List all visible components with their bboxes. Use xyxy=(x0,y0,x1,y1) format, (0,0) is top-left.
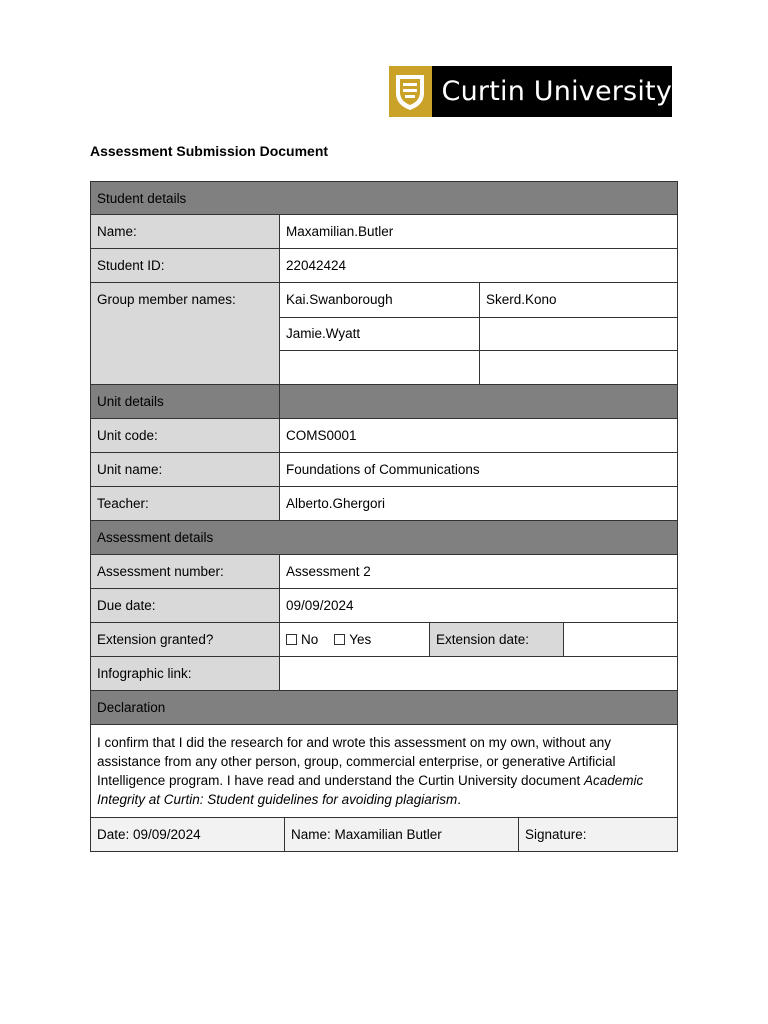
extension-options xyxy=(279,623,429,656)
teacher-field[interactable]: Alberto.Ghergori xyxy=(279,487,677,520)
extension-label: Extension granted? xyxy=(91,623,279,656)
option-no[interactable] xyxy=(286,632,318,647)
due-date-label: Due date: xyxy=(91,589,279,622)
signature-field[interactable]: Signature: xyxy=(518,818,677,851)
declaration-doc-title: Academic Integrity at Curtin: Student guidelines for avoiding plagiarism xyxy=(97,773,644,807)
group-member-field[interactable]: Skerd.Kono xyxy=(479,283,678,317)
section-heading: Assessment details xyxy=(91,521,677,554)
page-title: Assessment Submission Document xyxy=(90,143,329,159)
due-date-field[interactable]: 09/09/2024 xyxy=(279,589,677,622)
name-row xyxy=(90,215,678,249)
infographic-field[interactable] xyxy=(279,657,677,690)
student-id-label: Student ID: xyxy=(91,249,279,282)
signer-name-field[interactable]: Name: Maxamilian Butler xyxy=(284,818,518,851)
group-member-field[interactable]: Jamie.Wyatt xyxy=(286,326,361,342)
extension-date-field[interactable] xyxy=(563,623,677,656)
section-heading: Student details xyxy=(91,182,677,214)
student-details-header xyxy=(90,181,678,215)
assessment-number-row xyxy=(90,555,678,589)
unit-name-field[interactable]: Foundations of Communications xyxy=(279,453,677,486)
group-member-field[interactable] xyxy=(479,351,678,384)
unit-details-header xyxy=(90,385,678,419)
unit-code-row xyxy=(90,419,678,453)
group-member-field[interactable] xyxy=(280,351,479,384)
group-members-row xyxy=(90,283,678,385)
declaration-end: . xyxy=(457,792,461,807)
extension-row xyxy=(90,623,678,657)
assessment-number-field[interactable]: Assessment 2 xyxy=(279,555,677,588)
crest-icon xyxy=(389,66,432,117)
option-yes[interactable] xyxy=(334,632,371,647)
infographic-label: Infographic link: xyxy=(91,657,279,690)
unit-name-label: Unit name: xyxy=(91,453,279,486)
name-label: Name: xyxy=(91,215,279,248)
unit-code-field[interactable]: COMS0001 xyxy=(279,419,677,452)
name-field[interactable]: Maxamilian.Butler xyxy=(279,215,677,248)
curtin-logo xyxy=(389,66,672,117)
teacher-label: Teacher: xyxy=(91,487,279,520)
group-member-field[interactable]: Kai.Swanborough xyxy=(286,292,393,308)
logo-text: Curtin University xyxy=(441,76,672,107)
unit-name-row xyxy=(90,453,678,487)
date-field[interactable]: Date: 09/09/2024 xyxy=(91,818,284,851)
student-id-field[interactable]: 22042424 xyxy=(279,249,677,282)
group-members-grid xyxy=(279,283,678,384)
assessment-details-header xyxy=(90,521,678,555)
group-members-label: Group member names: xyxy=(91,283,279,384)
checkbox-icon[interactable] xyxy=(286,634,297,645)
submission-form xyxy=(90,181,678,852)
assessment-number-label: Assessment number: xyxy=(91,555,279,588)
section-heading: Unit details xyxy=(91,385,279,418)
declaration-body: I confirm that I did the research for and wrote this assessment on my own, without any assistance from any other person, group, commercial enterprise, or generative Artificial Intelligence program. I have read and understand the Curtin University document xyxy=(97,735,616,788)
group-member-field[interactable] xyxy=(479,318,678,351)
unit-code-label: Unit code: xyxy=(91,419,279,452)
teacher-row xyxy=(90,487,678,521)
extension-date-label: Extension date: xyxy=(429,623,563,656)
section-heading: Declaration xyxy=(91,691,677,724)
declaration-text xyxy=(90,725,678,818)
option-no-label: No xyxy=(301,632,319,647)
option-yes-label: Yes xyxy=(349,632,372,647)
section-heading-fill xyxy=(279,385,677,418)
due-date-row xyxy=(90,589,678,623)
checkbox-icon[interactable] xyxy=(334,634,345,645)
infographic-row xyxy=(90,657,678,691)
signature-row xyxy=(90,818,678,852)
declaration-header xyxy=(90,691,678,725)
student-id-row xyxy=(90,249,678,283)
